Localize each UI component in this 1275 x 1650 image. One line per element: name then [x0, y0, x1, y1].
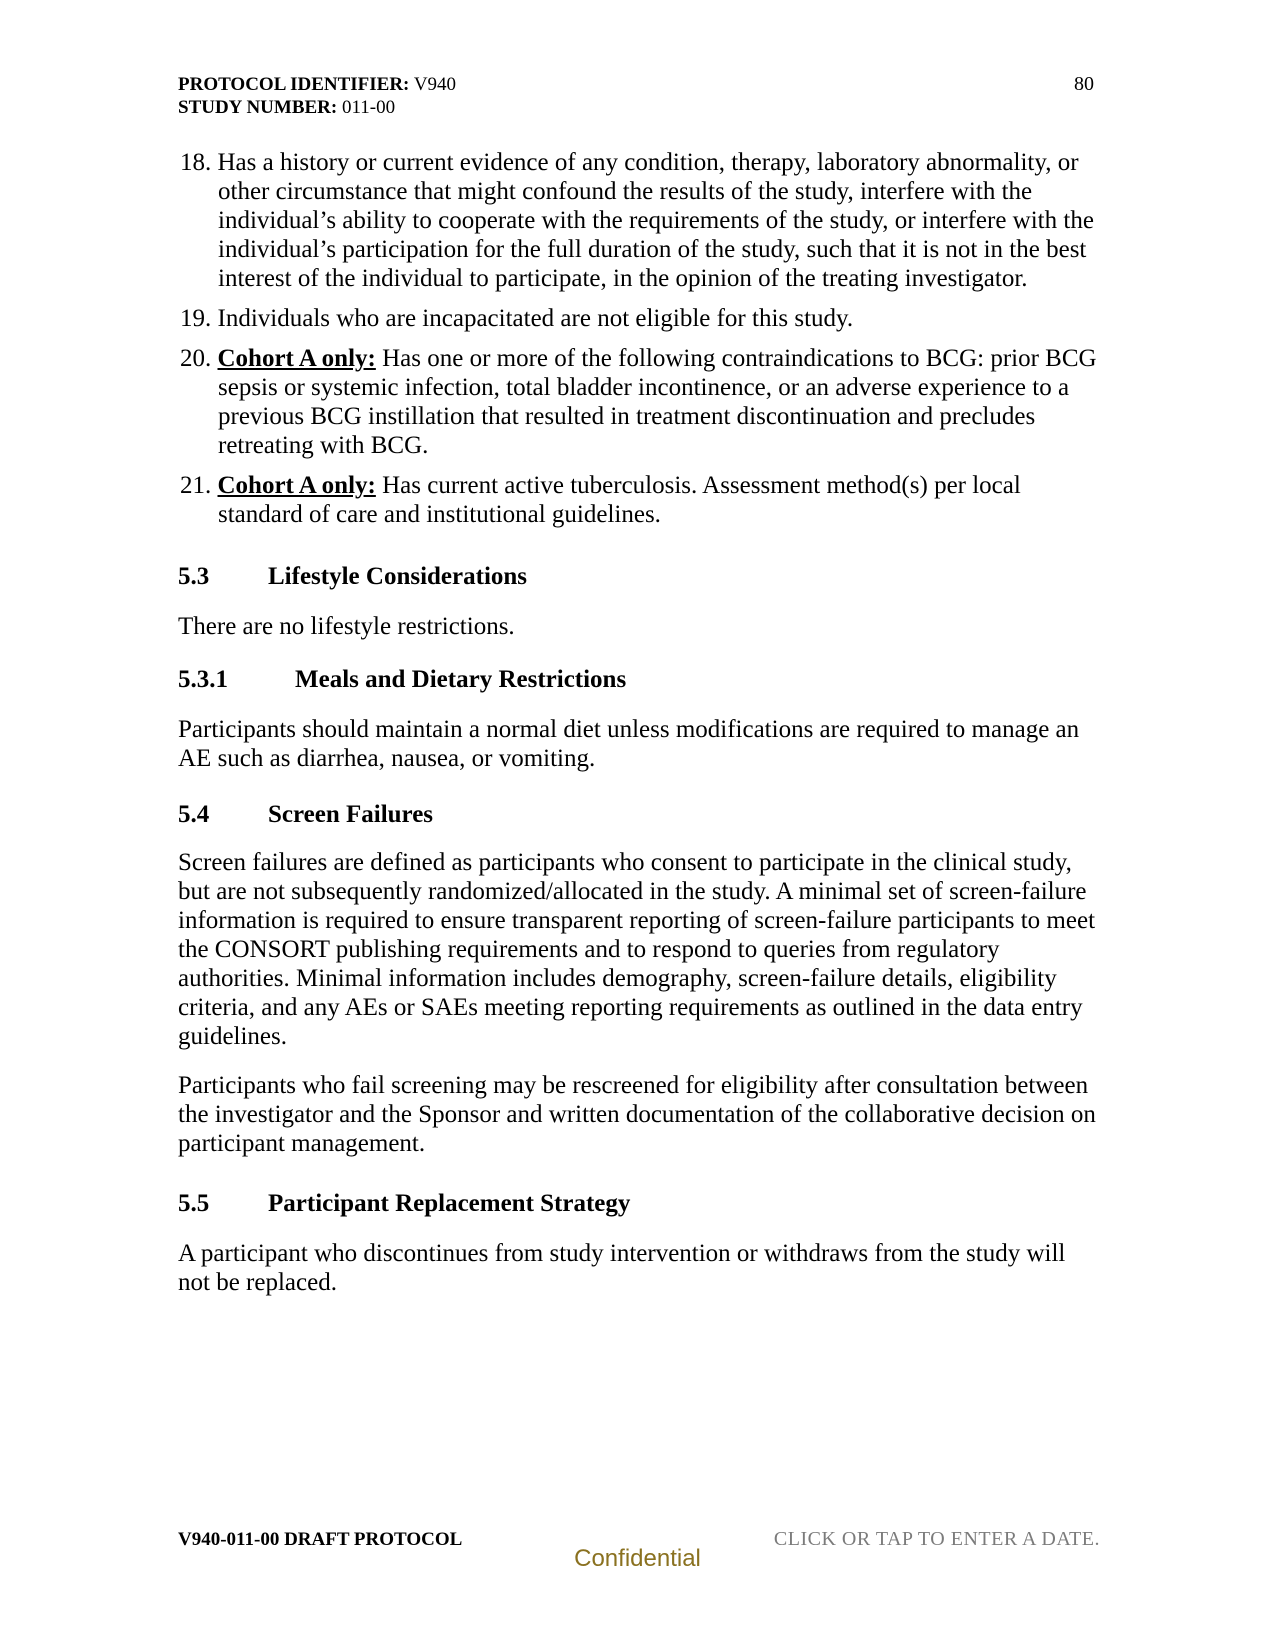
section-5-4-paragraph-1: Screen failures are defined as participants who consent to participate in the clinical study, but are not subsequently randomized/allocated in the study. A minimal set of screen-failure information is required to ensure transparent reporting of screen-failure participants to meet the CONSORT publishing requirements and to respond to queries from regulatory authorities. Minimal information includes demography, screen-failure details, eligibility criteria, and any AEs or SAEs meeting reporting requirements as outlined in the data entry guidelines.	[178, 849, 1096, 1050]
list-item-text: Has current active tuberculosis. Assessment method(s) per local standard of care and institutional guidelines.	[218, 472, 1021, 528]
list-item-number: 18.	[180, 149, 212, 176]
footer-protocol-id: V940-011-00 DRAFT PROTOCOL	[178, 1529, 463, 1550]
list-item-20	[180, 344, 1100, 460]
footer-date-placeholder[interactable]: CLICK OR TAP TO ENTER A DATE.	[773, 1528, 1100, 1550]
exclusion-criteria-list	[178, 148, 1100, 529]
protocol-identifier-value: V940	[413, 74, 457, 95]
page-content	[178, 73, 1100, 1297]
header-identifiers	[178, 73, 456, 119]
section-heading-5-3	[178, 562, 1100, 591]
protocol-identifier-label: PROTOCOL IDENTIFIER:	[178, 74, 410, 95]
section-title: Screen Failures	[268, 801, 434, 828]
list-item-number: 19.	[180, 305, 212, 332]
list-item-text: Has one or more of the following contraindications to BCG: prior BCG sepsis or systemic infection, total bladder incontinence, or an adverse experience to a previous BCG instillation that resulted in treatment discontinuation and precludes retreating with BCG.	[218, 345, 1097, 459]
study-number-line	[178, 96, 456, 119]
section-number: 5.4	[178, 801, 210, 828]
list-item-text: Individuals who are incapacitated are not eligible for this study.	[217, 305, 854, 332]
section-number: 5.3	[178, 563, 210, 590]
section-5-5-paragraph: A participant who discontinues from study intervention or withdraws from the study will not be replaced.	[178, 1240, 1066, 1296]
section-number: 5.3.1	[178, 666, 228, 693]
footer-confidential-label: Confidential	[574, 1545, 701, 1572]
study-number-value: 011-00	[341, 97, 396, 118]
section-heading-5-4	[178, 800, 1100, 829]
page-number: 80	[1074, 73, 1094, 95]
section-title: Lifestyle Considerations	[268, 563, 528, 590]
list-item-lead: Cohort A only:	[217, 472, 376, 499]
page-header	[178, 73, 1100, 119]
section-heading-5-5	[178, 1189, 1100, 1218]
section-5-3-paragraph: There are no lifestyle restrictions.	[178, 613, 515, 640]
section-title: Participant Replacement Strategy	[268, 1190, 631, 1217]
section-number: 5.5	[178, 1190, 210, 1217]
protocol-identifier-line	[178, 73, 456, 96]
list-item-number: 21.	[180, 472, 212, 499]
list-item-text: Has a history or current evidence of any condition, therapy, laboratory abnormality, or other circumstance that might confound the results of the study, interfere with the individual’s ability to cooperate with the requirements of the study, or interfere with the individual’s participation for the full duration of the study, such that it is not in the best interest of the individual to participate, in the opinion of the treating investigator.	[217, 149, 1094, 292]
study-number-label: STUDY NUMBER:	[178, 97, 338, 118]
list-item-18	[180, 148, 1100, 293]
section-5-3-1-paragraph: Participants should maintain a normal diet unless modifications are required to manage an AE such as diarrhea, nausea, or vomiting.	[178, 716, 1080, 772]
list-item-19	[180, 304, 1100, 333]
section-heading-5-3-1	[178, 665, 1100, 694]
list-item-number: 20.	[180, 345, 212, 372]
list-item-lead: Cohort A only:	[217, 345, 376, 372]
section-title: Meals and Dietary Restrictions	[295, 666, 627, 693]
section-5-4-paragraph-2: Participants who fail screening may be rescreened for eligibility after consultation between the investigator and the Sponsor and written documentation of the collaborative decision on participant management.	[178, 1072, 1096, 1157]
list-item-21	[180, 471, 1100, 529]
